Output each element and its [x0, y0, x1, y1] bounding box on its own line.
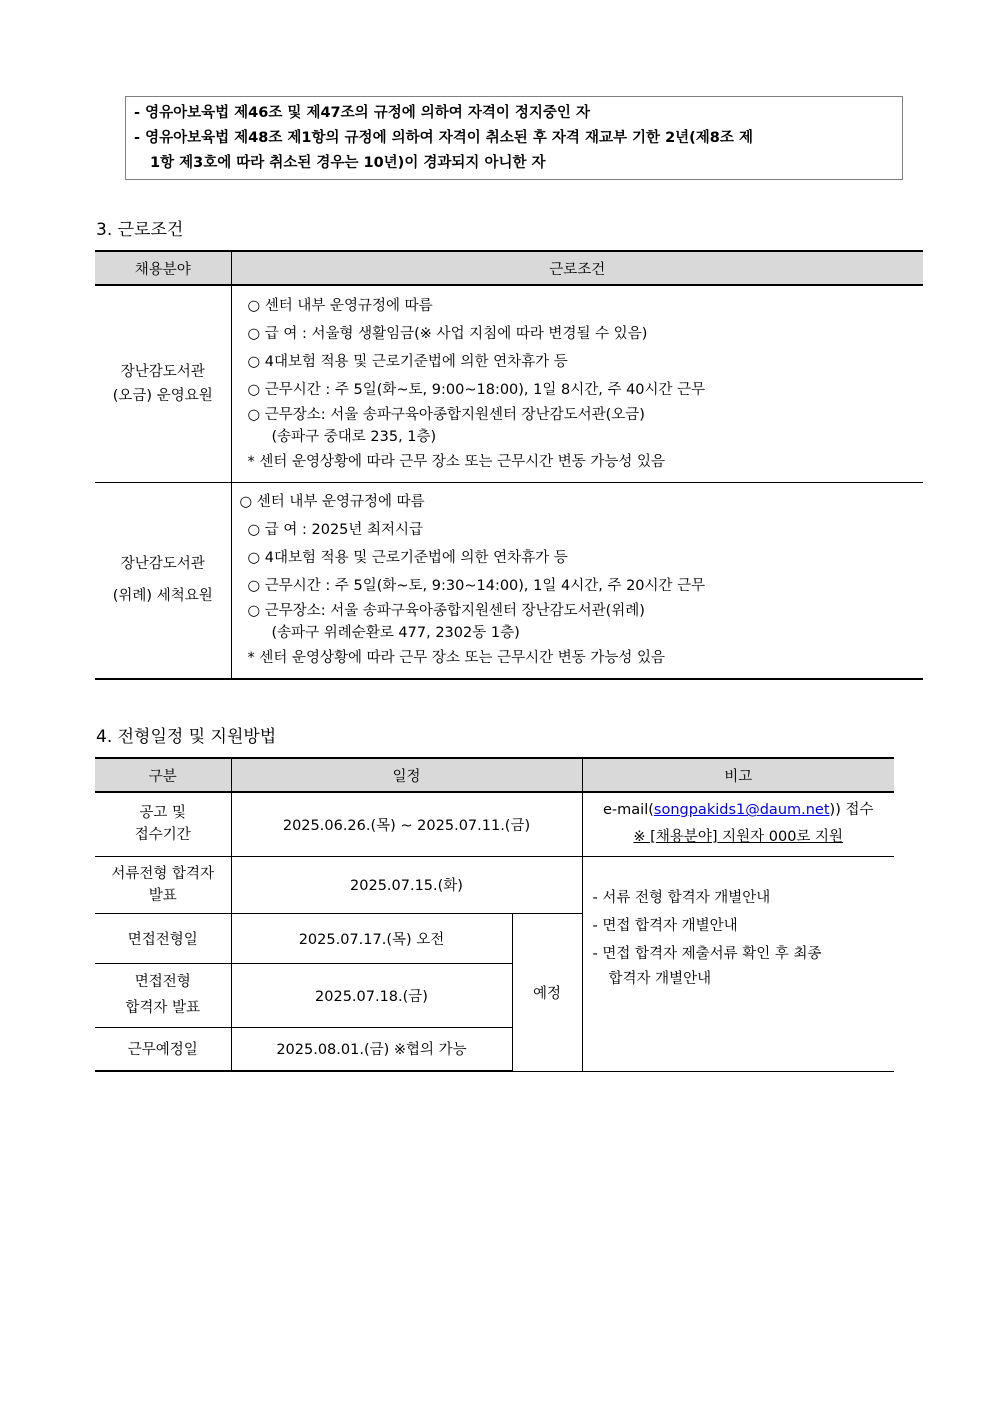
note-item: - 면접 합격자 제출서류 확인 후 최종 — [592, 945, 822, 962]
category-cell — [95, 963, 231, 1027]
category-cell: 면접전형일 — [95, 913, 231, 963]
condition-item: ○ 센터 내부 운영규정에 따름 — [239, 494, 425, 511]
condition-item: ○ 근무장소: 서울 송파구육아종합지원센터 장난감도서관(위례) — [247, 603, 645, 620]
condition-item: ○ 근무장소: 서울 송파구육아종합지원센터 장난감도서관(오금) — [247, 406, 645, 423]
header-category: 구분 — [95, 758, 231, 792]
condition-item: ○ 근무시간 : 주 5일(화~토, 9:00~18:00), 1일 8시간, 주 40시간 근무 — [247, 381, 706, 398]
condition-item: ○ 근무시간 : 주 5일(화~토, 9:30~14:00), 1일 4시간, 주 20시간 근무 — [247, 578, 706, 595]
condition-item: ○ 4대보험 적용 및 근로기준법에 의한 연차휴가 등 — [247, 550, 568, 567]
disqualification-line-3: 1항 제3호에 따라 취소된 경우는 10년)이 경과되지 아니한 자 — [150, 155, 546, 171]
apply-note — [583, 824, 895, 851]
disqualification-line-1: - 영유아보육법 제46조 및 제47조의 규정에 의하여 자격이 정지중인 자 — [134, 105, 590, 121]
category-label: 공고 및 — [139, 805, 187, 822]
remarks-notes-cell — [582, 856, 894, 1071]
date-cell: 2025.06.26.(목) ~ 2025.07.11.(금) — [231, 792, 582, 856]
schedule-table — [95, 757, 894, 1072]
table-header-row — [95, 758, 894, 792]
remarks-notes — [593, 884, 895, 990]
field-cell — [95, 285, 231, 482]
field-role: (위례) 세척요원 — [112, 588, 213, 605]
condition-item: ○ 급 여 : 서울형 생활임금(※ 사업 지침에 따라 변경될 수 있음) — [247, 325, 648, 342]
category-label: 면접전형 — [134, 974, 191, 990]
date-cell: 2025.07.15.(화) — [231, 856, 582, 913]
header-schedule: 일정 — [231, 758, 582, 792]
conditions-cell — [231, 285, 923, 482]
email-link[interactable]: songpakids1@daum.net — [653, 802, 830, 819]
condition-subitem: (송파구 위례순환로 477, 2302동 1층) — [271, 625, 520, 642]
table-row — [95, 792, 894, 856]
condition-note: * 센터 운영상황에 따라 근무 장소 또는 근무시간 변동 가능성 있음 — [247, 650, 666, 667]
category-label: 합격자 발표 — [125, 1000, 201, 1016]
category-cell — [95, 856, 231, 913]
email-prefix: e-mail( — [603, 802, 654, 819]
date-cell: 2025.07.17.(목) 오전 — [231, 913, 512, 963]
section-4-title: 4. 전형일정 및 지원방법 — [96, 727, 277, 747]
conditions-cell — [231, 482, 923, 679]
condition-subitem: (송파구 중대로 235, 1층) — [271, 428, 437, 445]
category-label: 서류전형 합격자 — [111, 865, 215, 882]
header-field: 채용분야 — [95, 251, 231, 285]
email-suffix: )) 접수 — [829, 802, 874, 819]
field-role: (오금) 운영요원 — [112, 387, 213, 404]
category-label: 발표 — [148, 887, 177, 904]
category-cell — [95, 792, 231, 856]
disqualification-line-2: - 영유아보육법 제48조 제1항의 규정에 의하여 자격이 취소된 후 자격 재교부 기한 2년(제8조 제 — [134, 130, 753, 146]
condition-item: ○ 4대보험 적용 및 근로기준법에 의한 연차휴가 등 — [247, 353, 568, 370]
header-conditions: 근로조건 — [231, 251, 923, 285]
category-label: 접수기간 — [134, 827, 191, 844]
date-cell: 2025.07.18.(금) — [231, 963, 512, 1027]
working-conditions-table — [95, 250, 923, 680]
date-cell: 2025.08.01.(금) ※협의 가능 — [231, 1027, 512, 1071]
field-name: 장난감도서관 — [120, 363, 205, 380]
header-remarks: 비고 — [582, 758, 894, 792]
table-row — [95, 482, 923, 679]
planned-cell: 예정 — [512, 913, 582, 1071]
email-line — [583, 797, 895, 824]
condition-item: ○ 급 여 : 2025년 최저시급 — [247, 522, 424, 539]
table-header-row — [95, 251, 923, 285]
apply-note-text: ※ [채용분야] 지원자 000로 지원 — [633, 829, 844, 846]
table-row — [95, 285, 923, 482]
section-3-title: 3. 근로조건 — [96, 220, 184, 240]
disqualification-box — [125, 96, 903, 180]
note-item: 합격자 개별안내 — [608, 970, 712, 987]
field-cell — [95, 482, 231, 679]
condition-note: * 센터 운영상황에 따라 근무 장소 또는 근무시간 변동 가능성 있음 — [247, 453, 666, 470]
condition-item: ○ 센터 내부 운영규정에 따름 — [247, 297, 433, 314]
table-row — [95, 856, 894, 913]
field-name: 장난감도서관 — [120, 556, 205, 573]
remarks-cell — [582, 792, 894, 856]
note-item: - 면접 합격자 개별안내 — [592, 917, 738, 934]
category-cell: 근무예정일 — [95, 1027, 231, 1071]
note-item: - 서류 전형 합격자 개별안내 — [592, 889, 771, 906]
